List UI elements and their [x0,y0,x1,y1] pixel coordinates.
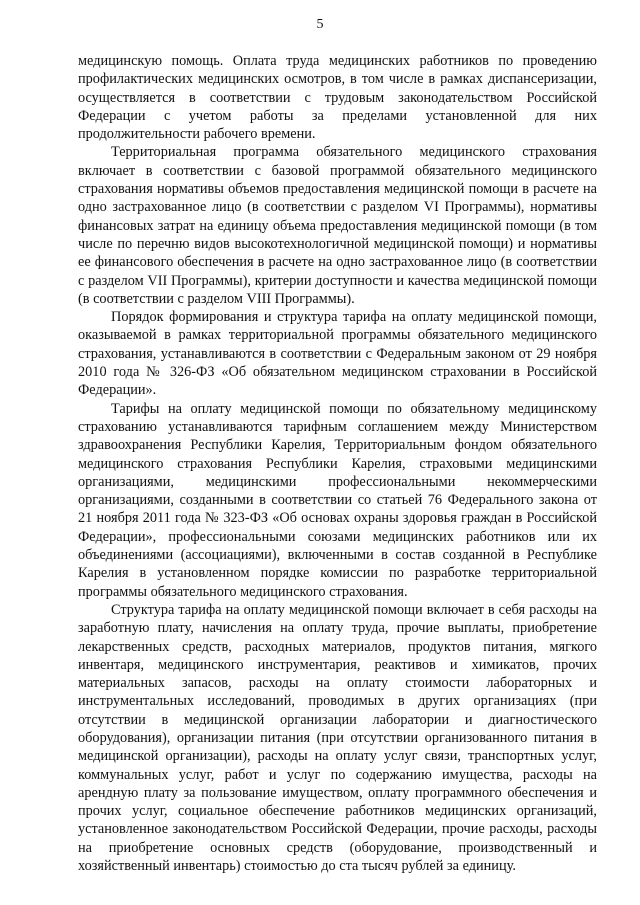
page-number: 5 [316,17,324,32]
paragraph-continuation: медицинскую помощь. Оплата труда медицинских работников по проведению профилактических медицинских осмотров, в том числе в рамках диспансеризации, осуществляется в соответствии с трудовым законодательством Российской Федерации с учетом работы за пределами установленной для них продолжительности рабочего времени. [78,53,597,143]
paragraph-tariff-procedure: Порядок формирования и структура тарифа на оплату медицинской помощи, оказываемой в рамках территориальной программы обязательного медицинского страхования, устанавливаются в соответствии с Федеральным законом от 29 ноября 2010 года № 326-ФЗ «Об обязательном медицинском страховании в Российской Федерации». [78,309,597,399]
paragraph-tariff-structure: Структура тарифа на оплату медицинской помощи включает в себя расходы на заработную плату, начисления на оплату труда, прочие выплаты, приобретение лекарственных средств, расходных материалов, продуктов питания, мягкого инвентаря, медицинского инструментария, реактивов и химикатов, прочих материальных запасов, расходы на оплату стоимости лабораторных и инструментальных исследований, проводимых в других организациях (при отсутствии в медицинской организации лаборатории и диагностического оборудования), организации питания (при отсутствии организованного питания в медицинской организации), расходы на оплату услуг связи, транспортных услуг, коммунальных услуг, работ и услуг по содержанию имущества, расходы на арендную плату за пользование имуществом, оплату программного обеспечения и прочих услуг, социальное обеспечение работников медицинских организаций, установленное законодательством Российской Федерации, прочие расходы, расходы на приобретение основных средств (оборудование, производственный и хозяйственный инвентарь) стоимостью до ста тысяч рублей за единицу. [78,601,597,875]
paragraph-territorial-program: Территориальная программа обязательного медицинского страхования включает в соответствии с базовой программой обязательного медицинского страхования нормативы объемов предоставления медицинской помощи в расчете на одно застрахованное лицо (в соответствии с разделом VI Программы), нормативы финансовых затрат на единицу объема предоставления медицинской помощи (в том числе по перечню видов высокотехнологичной медицинской помощи) и нормативы ее финансового обеспечения в расчете на одно застрахованное лицо (в соответствии с разделом VII Программы), критерии доступности и качества медицинской помощи (в соответствии с разделом VIII Программы). [78,144,597,307]
paragraph-tariff-agreement: Тарифы на оплату медицинской помощи по обязательному медицинскому страхованию устанавливаются тарифным соглашением между Министерством здравоохранения Республики Карелия, Территориальным фондом обязательного медицинского страхования Республики Карелия, страховыми медицинскими организациями, медицинскими профессиональными некоммерческими организациями, созданными в соответствии со статьей 76 Федерального закона от 21 ноября 2011 года № 323-ФЗ «Об основах охраны здоровья граждан в Российской Федерации», профессиональными союзами медицинских работников или их объединениями (ассоциациями), включенными в состав созданной в Республике Карелия в установленном порядке комиссии по разработке территориальной программы обязательного медицинского страхования. [78,400,597,600]
document-body [78,52,597,875]
